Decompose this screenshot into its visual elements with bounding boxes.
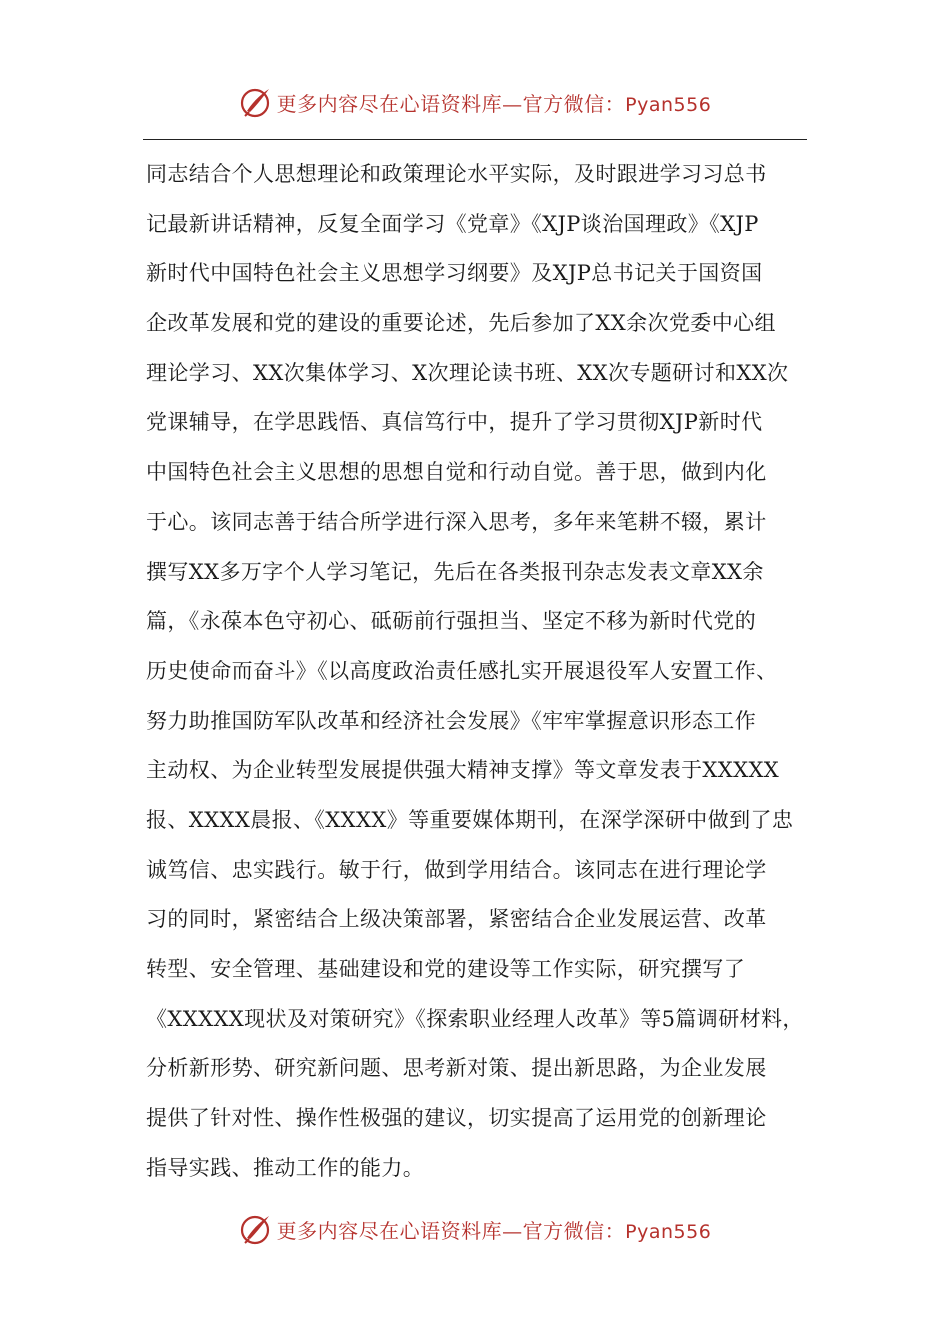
text-line: 新时代中国特色社会主义思想学习纲要》及XJP总书记关于国资国 <box>146 261 763 286</box>
text-line: 习的同时，紧密结合上级决策部署，紧密结合企业发展运营、改革 <box>146 907 767 932</box>
header-banner-label: 更多内容尽在心语资料库—官方微信： <box>276 91 626 116</box>
text-line: 同志结合个人思想理论和政策理论水平实际，及时跟进学习习总书 <box>146 162 767 186</box>
text-line: 记最新讲话精神，反复全面学习《党章》《XJP谈治国理政》《XJP <box>146 211 759 236</box>
text-line: 报、XXXX晨报、《XXXX》等重要媒体期刊，在深学深研中做到了忠 <box>146 807 794 832</box>
text-line: 于心。该同志善于结合所学进行深入思考，多年来笔耕不辍，累计 <box>146 509 767 534</box>
text-line: 中国特色社会主义思想的思想自觉和行动自觉。善于思，做到内化 <box>146 460 767 485</box>
text-line: 转型、安全管理、基础建设和党的建设等工作实际，研究撰写了 <box>146 957 746 981</box>
text-line: 党课辅导，在学思践悟、真信笃行中，提升了学习贯彻XJP新时代 <box>146 410 763 435</box>
quill-logo-icon <box>239 1212 273 1246</box>
header-banner <box>0 82 950 122</box>
footer-banner <box>0 1209 950 1249</box>
text-line: 篇，《永葆本色守初心、砥砺前行强担当、坚定不移为新时代党的 <box>146 609 757 634</box>
quill-logo-icon <box>239 85 273 119</box>
footer-banner-label: 更多内容尽在心语资料库—官方微信： <box>276 1218 626 1243</box>
document-body <box>146 150 810 1193</box>
text-line: 理论学习、XX次集体学习、X次理论读书班、XX次专题研讨和XX次 <box>146 360 789 385</box>
text-line: 历史使命而奋斗》《以高度政治责任感扎实开展退役军人安置工作、 <box>146 658 778 683</box>
text-line: 撰写XX多万字个人学习笔记，先后在各类报刊杂志发表文章XX余 <box>146 559 764 584</box>
text-line: 分析新形势、研究新问题、思考新对策、提出新思路，为企业发展 <box>146 1056 767 1081</box>
footer-banner-handle: Pyan556 <box>625 1220 712 1243</box>
footer-banner-text <box>277 1215 712 1244</box>
text-line: 努力助推国防军队改革和经济社会发展》《牢牢掌握意识形态工作 <box>146 708 757 733</box>
text-line: 《XXXXX现状及对策研究》《探索职业经理人改革》等5篇调研材料， <box>146 1006 804 1031</box>
header-banner-handle: Pyan556 <box>625 93 712 116</box>
text-line: 指导实践、推动工作的能力。 <box>146 1155 425 1180</box>
header-divider <box>143 139 807 140</box>
text-line: 诚笃信、忠实践行。敏于行，做到学用结合。该同志在进行理论学 <box>146 857 767 882</box>
text-line: 企改革发展和党的建设的重要论述，先后参加了XX余次党委中心组 <box>146 311 776 336</box>
text-line: 主动权、为企业转型发展提供强大精神支撑》等文章发表于XXXXX <box>146 758 780 783</box>
header-banner-text <box>277 88 712 117</box>
text-line: 提供了针对性、操作性极强的建议，切实提高了运用党的创新理论 <box>146 1106 767 1131</box>
